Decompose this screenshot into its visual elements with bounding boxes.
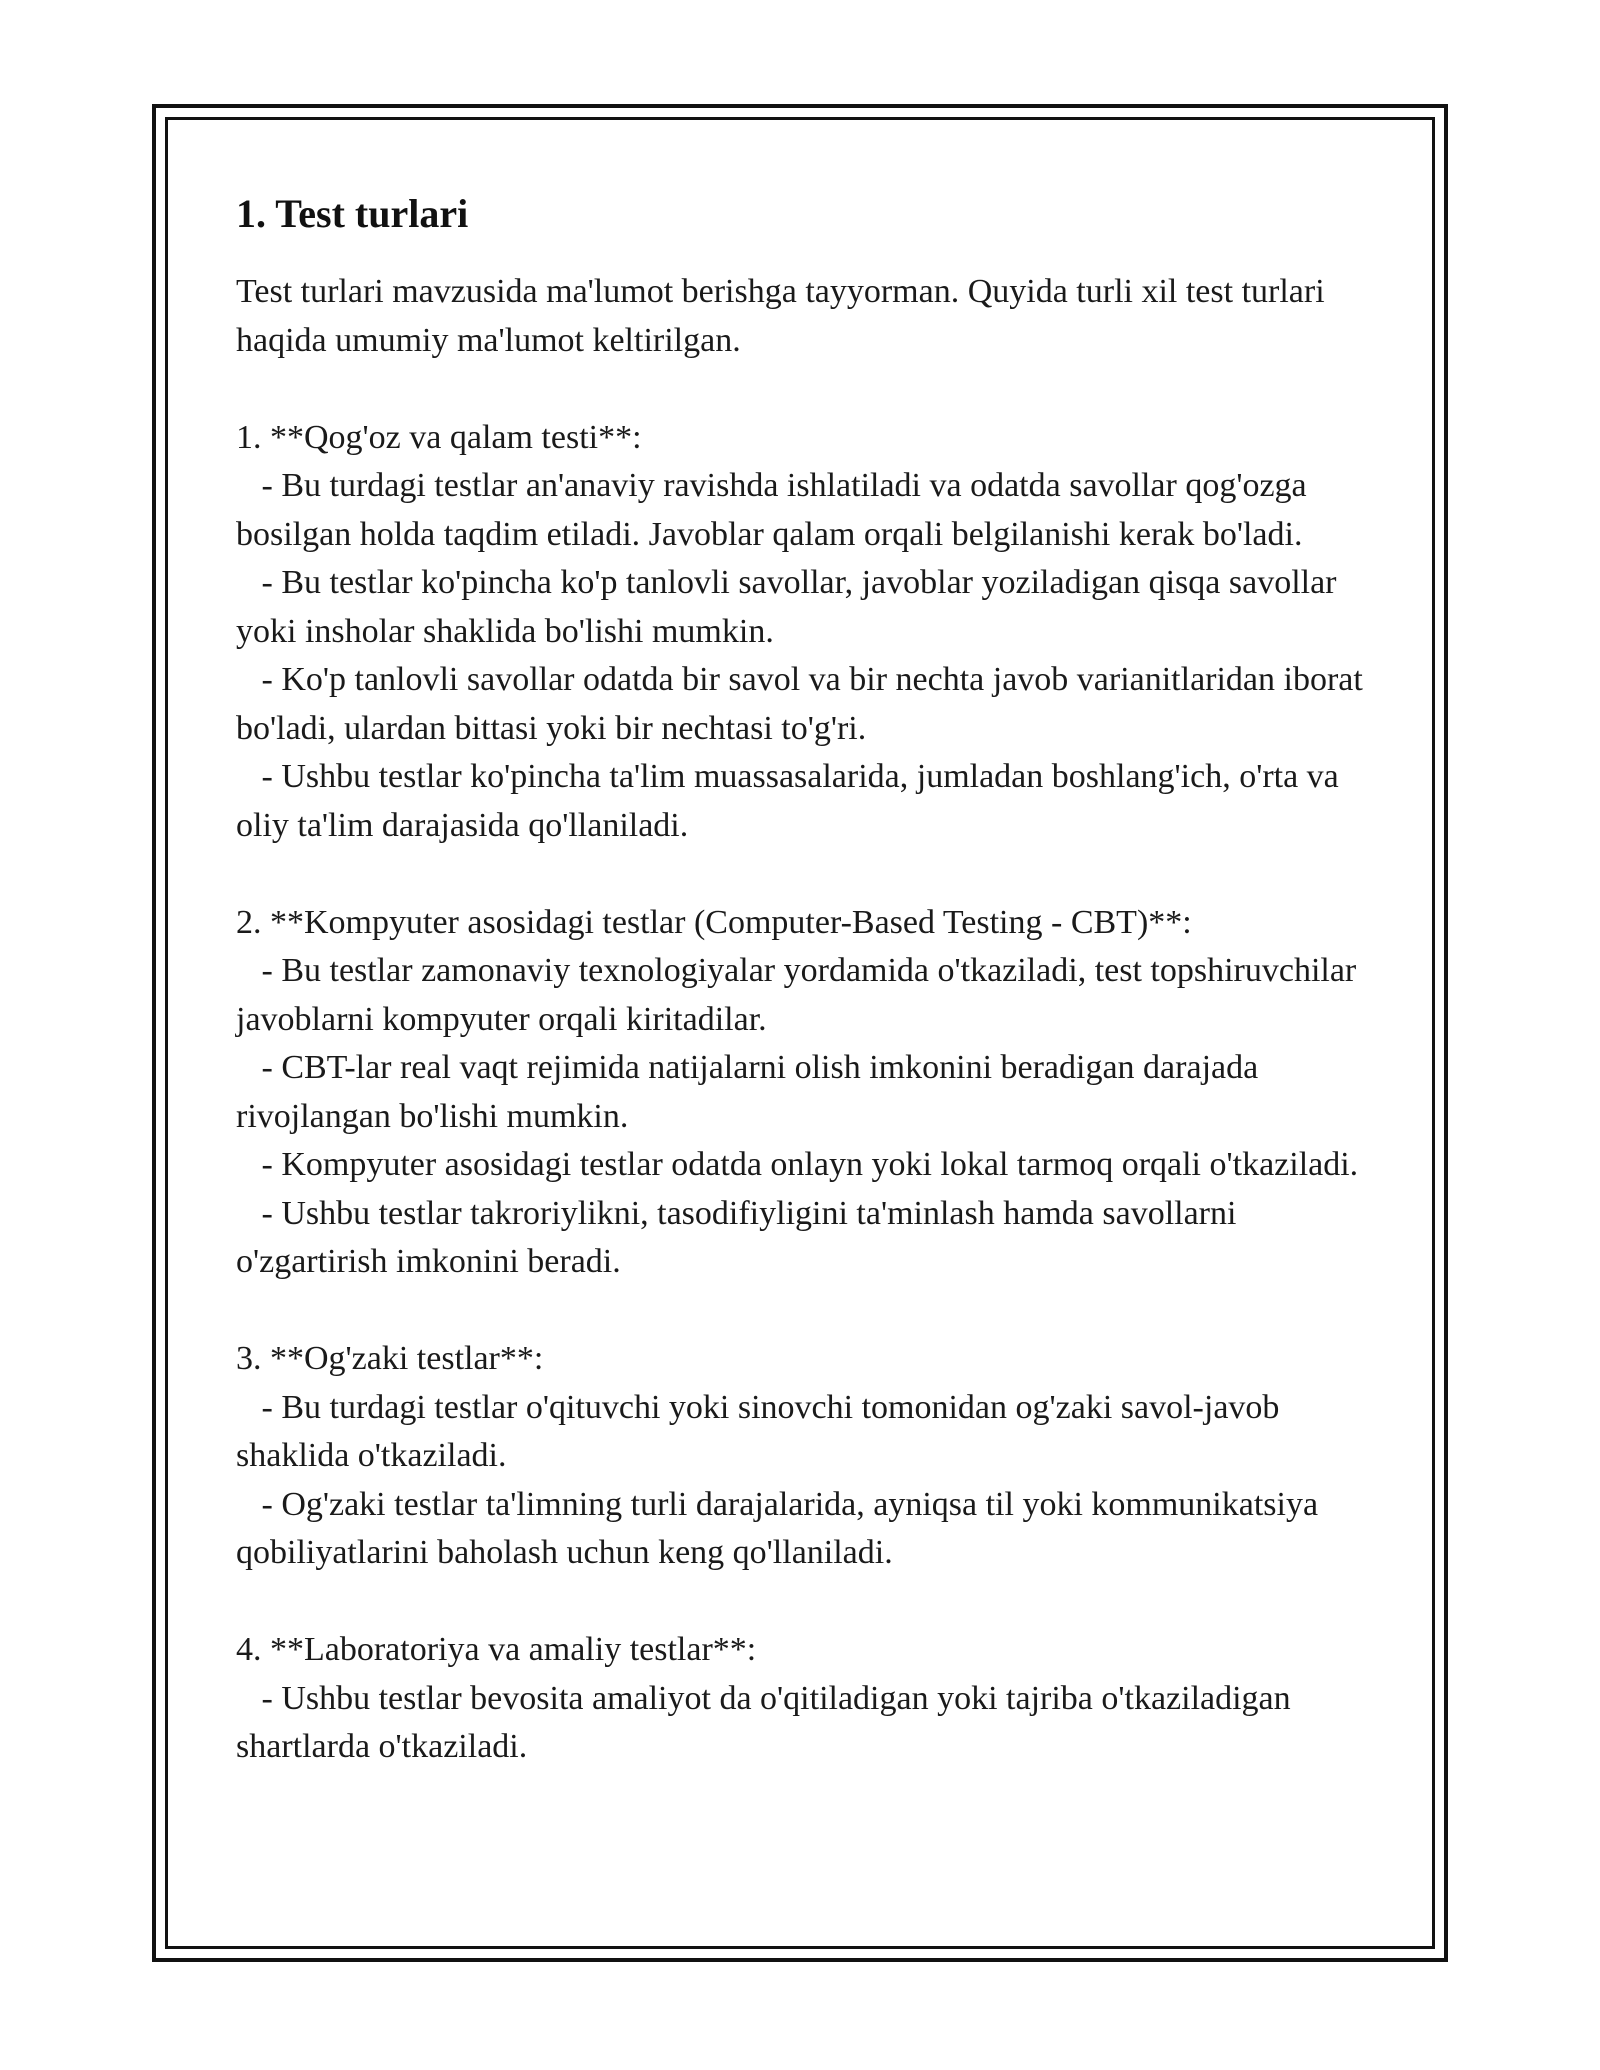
section-3 [236, 1335, 1376, 1578]
section-title: 3. **Og'zaki testlar**: [236, 1340, 544, 1377]
spacer [236, 365, 1376, 414]
spacer [236, 1287, 1376, 1336]
list-item: - Og'zaki testlar ta'limning turli darajalarida, ayniqsa til yoki kommunikatsiya qobiliyatlarini baholash uchun keng qo'llaniladi. [236, 1485, 1327, 1571]
document-body [236, 190, 1376, 1772]
list-item: - Bu testlar ko'pincha ko'p tanlovli savollar, javoblar yoziladigan qisqa savollar yoki insholar shaklida bo'lishi mumkin. [236, 564, 1346, 650]
list-item: - Ushbu testlar ko'pincha ta'lim muassasalarida, jumladan boshlang'ich, o'rta va oliy ta'lim darajasida qo'llaniladi. [236, 758, 1348, 844]
page-title: 1. Test turlari [236, 191, 469, 236]
list-item: - CBT-lar real vaqt rejimida natijalarni olish imkonini beradigan darajada rivojlangan bo'lishi mumkin. [236, 1049, 1267, 1135]
section-title: 1. **Qog'oz va qalam testi**: [236, 418, 642, 456]
intro-paragraph: Test turlari mavzusida ma'lumot berishga tayyorman. Quyida turli xil test turlari haqida umumiy ma'lumot keltirilgan. [236, 273, 1325, 359]
section-title: 2. **Kompyuter asosidagi testlar (Computer-Based Testing - CBT)**: [236, 903, 1192, 941]
section-4 [236, 1626, 1376, 1772]
section-1 [236, 414, 1376, 851]
list-item: - Ko'p tanlovli savollar odatda bir savol va bir nechta javob varianitlaridan iborat bo'ladi, ulardan bittasi yoki bir nechtasi to'g'ri. [236, 661, 1372, 747]
spacer [236, 1578, 1376, 1627]
list-item: - Bu turdagi testlar o'qituvchi yoki sinovchi tomonidan og'zaki savol-javob shaklida o'tkaziladi. [236, 1388, 1288, 1474]
section-title: 4. **Laboratoriya va amaliy testlar**: [236, 1631, 757, 1668]
list-item: - Bu testlar zamonaviy texnologiyalar yordamida o'tkaziladi, test topshiruvchilar javoblarni kompyuter orqali kiritadilar. [236, 952, 1365, 1038]
list-item: - Kompyuter asosidagi testlar odatda onlayn yoki lokal tarmoq orqali o'tkaziladi. [236, 1146, 1359, 1183]
spacer [236, 850, 1376, 899]
list-item: - Ushbu testlar takroriylikni, tasodifiyligini ta'minlash hamda savollarni o'zgartirish imkonini beradi. [236, 1194, 1245, 1280]
section-2 [236, 899, 1376, 1287]
list-item: - Ushbu testlar bevosita amaliyot da o'qitiladigan yoki tajriba o'tkaziladigan shartlarda o'tkaziladi. [236, 1679, 1300, 1765]
list-item: - Bu turdagi testlar an'anaviy ravishda ishlatiladi va odatda savollar qog'ozga bosilgan holda taqdim etiladi. Javoblar qalam orqali belgilanishi kerak bo'ladi. [236, 467, 1316, 553]
